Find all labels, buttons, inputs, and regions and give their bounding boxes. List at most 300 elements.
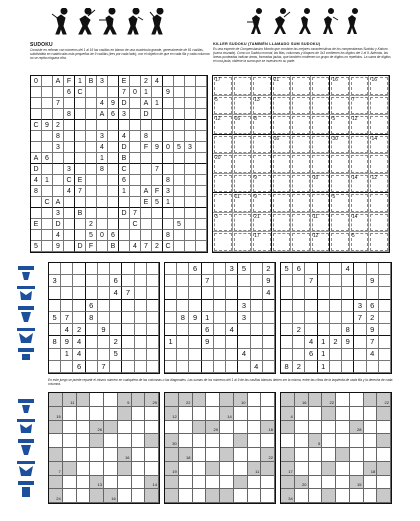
kakuro-clue-cell: [104, 421, 118, 435]
killer-cell: [233, 232, 253, 252]
sudoku16-cell: [130, 230, 141, 241]
sudoku9-cell: [354, 287, 366, 299]
ninja-icon: [50, 8, 72, 36]
sudoku9-cell: 3: [49, 275, 61, 287]
sudoku16-cell: [174, 241, 185, 252]
sudoku9-cell: [86, 361, 98, 373]
sudoku16-cell: 3: [53, 208, 64, 219]
sudoku9-cell: [354, 349, 366, 361]
sudoku9-cell: [379, 275, 391, 287]
kakuro-clue: 29: [213, 427, 218, 433]
kakuro-empty-cell: [364, 421, 378, 435]
sudoku-rules: Consiste en rellenar con números del 1 al 16 las casillas en blanco de una cuadrícula grande, generalmente de 81 casillas, subdividida en cuadrículas más pequeñas de 9 casillas (tres por cada lado), con el objetivo de que en cada fila y cada columna no se repita ninguna cifra.: [30, 48, 210, 60]
killer-cell: [272, 115, 292, 135]
sudoku9-cell: [165, 312, 177, 324]
kakuro-empty-cell: [206, 476, 220, 490]
kakuro-empty-cell: [309, 489, 323, 503]
cage-sum-label: 3: [215, 213, 218, 220]
sudoku9-cell: 6: [73, 361, 85, 373]
sudoku16-cell: 8: [31, 186, 42, 197]
kakuro-empty-cell: [281, 434, 295, 448]
killer-cell: [233, 76, 253, 96]
sudoku9-cell: [251, 287, 263, 299]
sudoku16-cell: [86, 98, 97, 109]
sudoku16-cell: [42, 164, 53, 175]
sudoku9-cell: [354, 336, 366, 348]
sudoku16-cell: B: [86, 76, 97, 87]
sudoku16-cell: [64, 142, 75, 153]
sudoku16-cell: 4: [97, 98, 108, 109]
sudoku16-cell: 7: [130, 208, 141, 219]
killer-cell: [291, 135, 311, 155]
sudoku9-cell: [135, 349, 147, 361]
sudoku16-cell: [31, 197, 42, 208]
sudoku9-cell: [177, 275, 189, 287]
cage-sum-label: 12: [371, 174, 377, 181]
kakuro-clue-cell: [248, 462, 262, 476]
killer-cell: [272, 96, 292, 116]
sudoku9-cell: [251, 324, 263, 336]
sudoku16-cell: 8: [163, 230, 174, 241]
kakuro-clue-cell: [90, 489, 104, 503]
kakuro-clue-cell: [90, 421, 104, 435]
sudoku16-cell: [185, 164, 196, 175]
sudoku16-cell: 6: [108, 109, 119, 120]
sudoku9-cell: [86, 349, 98, 361]
sudoku16-cell: D: [31, 164, 42, 175]
kakuro-empty-cell: [220, 421, 234, 435]
killer-cell: [350, 174, 370, 194]
killer-cell: [213, 213, 233, 233]
killer-cell: [233, 135, 253, 155]
sudoku16-cell: 0: [163, 142, 174, 153]
ninja-icon: [293, 8, 315, 36]
sudoku16-cell: 9: [53, 241, 64, 252]
kakuro-clue-cell: [49, 462, 63, 476]
kakuro-clue: 7: [58, 468, 61, 474]
kakuro-clue-cell: [90, 476, 104, 490]
killer-cell: [369, 232, 389, 252]
killer-cell: [252, 154, 272, 174]
killer-cell: [369, 193, 389, 213]
cage-sum-label: 21: [254, 213, 260, 220]
sudoku16-cell: [185, 208, 196, 219]
ninja-icon: [98, 8, 120, 36]
kakuro-empty-cell: [165, 421, 179, 435]
sudoku9-cell: [98, 312, 110, 324]
sudoku16-cell: [75, 230, 86, 241]
sudoku16-cell: [75, 219, 86, 230]
sudoku9-cell: 7: [305, 275, 317, 287]
sudoku9-cell: [342, 300, 354, 312]
killer-cell: [311, 96, 331, 116]
cage-sum-label: 17: [215, 77, 221, 83]
sudoku16-cell: [108, 142, 119, 153]
killer-cell: [272, 232, 292, 252]
sudoku16-cell: 0: [97, 230, 108, 241]
sudoku9-cell: [281, 287, 293, 299]
sudoku16-cell: 5: [31, 241, 42, 252]
sudoku16-cell: [130, 76, 141, 87]
sudoku16-cell: 4: [119, 131, 130, 142]
sudoku9-cell: 6: [367, 300, 379, 312]
kakuro-empty-cell: [179, 407, 193, 421]
sudoku16-cell: [185, 219, 196, 230]
kakuro-empty-cell: [206, 434, 220, 448]
kakuro-clue-cell: [118, 448, 132, 462]
kakuro-empty-cell: [77, 421, 91, 435]
kakuro-empty-cell: [206, 448, 220, 462]
cage-sum-label: 5: [351, 233, 355, 240]
sudoku9-cell: [86, 263, 98, 275]
kakuro-empty-cell: [179, 462, 193, 476]
sudoku9-cell: [189, 287, 201, 299]
kakuro-empty-cell: [322, 476, 336, 490]
sudoku16-cell: [108, 153, 119, 164]
sudoku9-cell: [342, 349, 354, 361]
ninja-icon: [317, 8, 339, 36]
sudoku9-cell: 4: [61, 324, 73, 336]
sudoku16-cell: D: [75, 241, 86, 252]
sudoku16-cell: [108, 120, 119, 131]
sudoku9-cell: [330, 312, 342, 324]
kakuro-clue-cell: [234, 393, 248, 407]
sudoku16-cell: 6: [108, 230, 119, 241]
sudoku16-cell: [108, 186, 119, 197]
killer-cell: [233, 115, 253, 135]
sudoku16-cell: [163, 98, 174, 109]
sudoku16-cell: [185, 175, 196, 186]
sudoku16-cell: [174, 164, 185, 175]
kakuro-empty-cell: [350, 448, 364, 462]
sudoku9-cell: [305, 361, 317, 373]
kakuro-clue-cell: [322, 393, 336, 407]
sudoku16-cell: [86, 87, 97, 98]
sudoku16-cell: [119, 219, 130, 230]
kakuro-empty-cell: [350, 462, 364, 476]
kakuro-empty-cell: [309, 476, 323, 490]
killer-cell: [330, 96, 350, 116]
killer-cell: [291, 213, 311, 233]
kakuro-empty-cell: [364, 448, 378, 462]
sudoku9-cell: 4: [226, 324, 238, 336]
sudoku16-cell: [163, 164, 174, 175]
sudoku16-cell: 3: [163, 186, 174, 197]
sudoku16-cell: 2: [53, 120, 64, 131]
killer-sudoku-grid: [212, 75, 390, 253]
kakuro-clue-cell: [63, 393, 77, 407]
kakuro-empty-cell: [193, 434, 207, 448]
sudoku16-cell: A: [53, 197, 64, 208]
kakuro-empty-cell: [132, 434, 146, 448]
sudoku16-cell: 3: [97, 131, 108, 142]
killer-cell: [272, 193, 292, 213]
kakuro-clue-cell: [63, 462, 77, 476]
sudoku16-cell: [163, 76, 174, 87]
kakuro-empty-cell: [132, 407, 146, 421]
sudoku16-cell: [174, 197, 185, 208]
kakuro-clue: 20: [302, 482, 307, 488]
sudoku16-cell: [141, 208, 152, 219]
sudoku16-cell: [185, 76, 196, 87]
sudoku16-cell: 4: [31, 175, 42, 186]
sudoku9-cell: [135, 300, 147, 312]
sudoku16-cell: [185, 230, 196, 241]
kakuro-clue: 18: [370, 468, 376, 474]
sudoku16-cell: F: [152, 186, 163, 197]
sudoku16-cell: [196, 131, 207, 142]
sudoku16-cell: 3: [64, 164, 75, 175]
cage-sum-label: 30: [332, 135, 338, 142]
sudoku9-cell: [342, 275, 354, 287]
sudoku9-cell: [354, 263, 366, 275]
sudoku9-cell: 7: [202, 275, 214, 287]
kakuro-clue-cell: [295, 393, 309, 407]
killer-cell: [252, 232, 272, 252]
ninja-icon: [122, 8, 144, 36]
killer-cell: [350, 154, 370, 174]
kakuro-empty-cell: [295, 489, 309, 503]
sudoku9-cell: 4: [73, 349, 85, 361]
sudoku9-cell: [165, 300, 177, 312]
sudoku9-cell: [318, 300, 330, 312]
killer-cell: [291, 232, 311, 252]
cage-sum-label: 11: [234, 194, 240, 201]
kakuro-empty-cell: [77, 476, 91, 490]
sudoku9-cell: [165, 361, 177, 373]
sudoku16-cell: [152, 175, 163, 186]
sudoku16-cell: 8: [97, 164, 108, 175]
sudoku16-cell: C: [130, 219, 141, 230]
kakuro-clue-cell: [234, 434, 248, 448]
sudoku9-cell: [61, 361, 73, 373]
sudoku16-cell: [53, 175, 64, 186]
kakuro-empty-cell: [234, 407, 248, 421]
sudoku16-cell: [31, 87, 42, 98]
kakuro-clue-cell: [350, 421, 364, 435]
sudoku16-cell: [86, 186, 97, 197]
kakuro-clue-cell: [281, 462, 295, 476]
kakuro-empty-cell: [234, 462, 248, 476]
sudoku16-cell: [75, 120, 86, 131]
kakuro-clue-cell: [281, 489, 295, 503]
sudoku16-cell: 3: [119, 109, 130, 120]
sudoku9-cell: 7: [61, 312, 73, 324]
sudoku9-cell: [122, 361, 134, 373]
sudoku16-cell: 8: [64, 109, 75, 120]
kakuro-empty-cell: [309, 407, 323, 421]
sudoku9-cell: 9: [202, 336, 214, 348]
kakuro-clue-cell: [165, 462, 179, 476]
killer-cell: [291, 154, 311, 174]
sudoku9-cell: [305, 263, 317, 275]
kakuro-empty-cell: [132, 462, 146, 476]
sudoku9-cell: 5: [281, 263, 293, 275]
sudoku16-cell: [108, 208, 119, 219]
kakuro-clue: 16: [268, 427, 273, 433]
sudoku9-cell: [165, 349, 177, 361]
sudoku16-cell: [75, 164, 86, 175]
sudoku16-cell: 5: [174, 219, 185, 230]
sudoku9-cell: [281, 349, 293, 361]
sudoku16-cell: [130, 98, 141, 109]
sudoku9-cell: [122, 300, 134, 312]
sudoku9-cell: [330, 275, 342, 287]
kakuro-clue-cell: [220, 393, 234, 407]
sudoku16-cell: [119, 120, 130, 131]
sudoku16-cell: [64, 208, 75, 219]
sudoku16-cell: [42, 241, 53, 252]
sudoku16-cell: 4: [64, 186, 75, 197]
sudoku9-cell: 1: [318, 349, 330, 361]
kakuro-empty-cell: [309, 448, 323, 462]
sudoku9-cell: [330, 361, 342, 373]
kakuro-empty-cell: [132, 476, 146, 490]
sudoku9-cell: [263, 300, 275, 312]
sudoku9-cell: [293, 300, 305, 312]
sudoku16-cell: 0: [31, 76, 42, 87]
sudoku16-cell: [42, 131, 53, 142]
kakuro-empty-cell: [350, 434, 364, 448]
sudoku16-cell: [152, 131, 163, 142]
sudoku9-cell: [238, 275, 250, 287]
sudoku9-cell: [251, 349, 263, 361]
sudoku16-cell: [75, 98, 86, 109]
kakuro-empty-cell: [364, 489, 378, 503]
ninja-icon: [245, 8, 267, 36]
kakuro-clue-cell: [165, 448, 179, 462]
cage-sum-label: 13: [254, 96, 260, 103]
sudoku9-cell: 2: [110, 336, 122, 348]
sudoku16-cell: [75, 197, 86, 208]
kakuro-empty-cell: [261, 393, 275, 407]
kakuro-empty-cell: [63, 489, 77, 503]
sudoku9-cell: [379, 300, 391, 312]
kakuro-empty-cell: [309, 462, 323, 476]
sudoku16-cell: A: [97, 109, 108, 120]
sudoku16-cell: B: [108, 241, 119, 252]
sudoku16-cell: [108, 219, 119, 230]
kakuro-empty-cell: [295, 434, 309, 448]
cage-sum-label: 10: [312, 174, 319, 181]
kakuro-clue: 28: [357, 427, 362, 433]
sudoku9-cell: [263, 361, 275, 373]
kakuro-clue-cell: [220, 489, 234, 503]
sudoku16-cell: [141, 164, 152, 175]
sudoku16-cell: C: [42, 197, 53, 208]
kakuro-clue-cell: [132, 393, 146, 407]
sudoku16-cell: [108, 164, 119, 175]
sudoku16-cell: [119, 230, 130, 241]
kakuro-clue-cell: [261, 421, 275, 435]
sudoku16-cell: [86, 197, 97, 208]
sudoku9-cell: 3: [238, 300, 250, 312]
kakuro-empty-cell: [248, 448, 262, 462]
killer-cell: [272, 174, 292, 194]
sudoku9-cell: [135, 324, 147, 336]
killer-cell: [330, 135, 350, 155]
sudoku16-cell: 2: [86, 219, 97, 230]
sudoku16-cell: [42, 109, 53, 120]
kakuro-clue: 5: [318, 441, 321, 446]
sudoku9-cell: [110, 263, 122, 275]
kakuro-clue-cell: [364, 393, 378, 407]
sudoku16-cell: 9: [42, 120, 53, 131]
cage-sum-label: 14: [351, 213, 358, 220]
sudoku9-cell: [226, 361, 238, 373]
kakuro-empty-cell: [179, 489, 193, 503]
sudoku9-cell: [305, 287, 317, 299]
cage-sum-label: 16: [234, 116, 241, 123]
sudoku9-cell: [281, 324, 293, 336]
sudoku-16x16-grid: [30, 75, 208, 253]
kakuro-clue-cell: [377, 489, 391, 503]
kakuro-empty-cell: [364, 434, 378, 448]
sudoku9-cell: [122, 275, 134, 287]
killer-cell: [291, 174, 311, 194]
kakuro-clue-cell: [49, 407, 63, 421]
kakuro-clue-cell: [77, 393, 91, 407]
sudoku16-cell: [31, 230, 42, 241]
sudoku16-cell: [86, 120, 97, 131]
kakuro-clue-cell: [206, 462, 220, 476]
sudoku9-cell: 9: [367, 324, 379, 336]
sudoku16-cell: [174, 175, 185, 186]
sudoku16-cell: [163, 208, 174, 219]
sudoku-9x9-grid-3: [280, 262, 392, 374]
sudoku16-cell: [185, 131, 196, 142]
sudoku16-cell: [196, 241, 207, 252]
sudoku16-cell: [75, 153, 86, 164]
kakuro-empty-cell: [234, 421, 248, 435]
killer-cell: [330, 213, 350, 233]
kakuro-rules: En este juego se puede repartir el mismo número en cualquiera de las columnas o las diagonales. Las sumas de los números del 1 al 9 de las casillas blancas deben ser la misma, entre las cifras de la izquierda de cada fila y la derecha de cada columna.: [48, 378, 393, 386]
cage-sum-label: 16: [371, 77, 377, 83]
kakuro-clue: 29: [152, 399, 157, 405]
killer-cell: [311, 76, 331, 96]
sudoku9-cell: 2: [293, 361, 305, 373]
sudoku9-cell: [147, 312, 159, 324]
sudoku9-cell: 2: [73, 324, 85, 336]
kakuro-clue-cell: [261, 462, 275, 476]
killer-cell: [350, 96, 370, 116]
kakuro-clue-cell: [220, 407, 234, 421]
sudoku16-cell: [141, 175, 152, 186]
sudoku16-cell: [196, 153, 207, 164]
sudoku9-cell: [214, 336, 226, 348]
sudoku9-cell: [177, 287, 189, 299]
kakuro-empty-cell: [248, 393, 262, 407]
sudoku9-cell: 4: [238, 349, 250, 361]
sudoku16-cell: [53, 109, 64, 120]
kakuro-clue-cell: [145, 434, 159, 448]
sudoku16-cell: [42, 76, 53, 87]
kakuro-clue: 22: [384, 399, 389, 405]
sudoku16-cell: [174, 208, 185, 219]
sudoku9-cell: [165, 287, 177, 299]
killer-cell: [233, 193, 253, 213]
sudoku9-cell: [238, 361, 250, 373]
cage-sum-label: 9: [254, 174, 257, 181]
kakuro-clue-cell: [377, 407, 391, 421]
sudoku9-cell: 4: [251, 361, 263, 373]
sudoku16-cell: [31, 98, 42, 109]
sudoku16-cell: [130, 175, 141, 186]
sudoku16-cell: F: [86, 241, 97, 252]
sudoku16-cell: [108, 87, 119, 98]
kakuro-empty-cell: [336, 476, 350, 490]
sudoku16-cell: 7: [119, 87, 130, 98]
